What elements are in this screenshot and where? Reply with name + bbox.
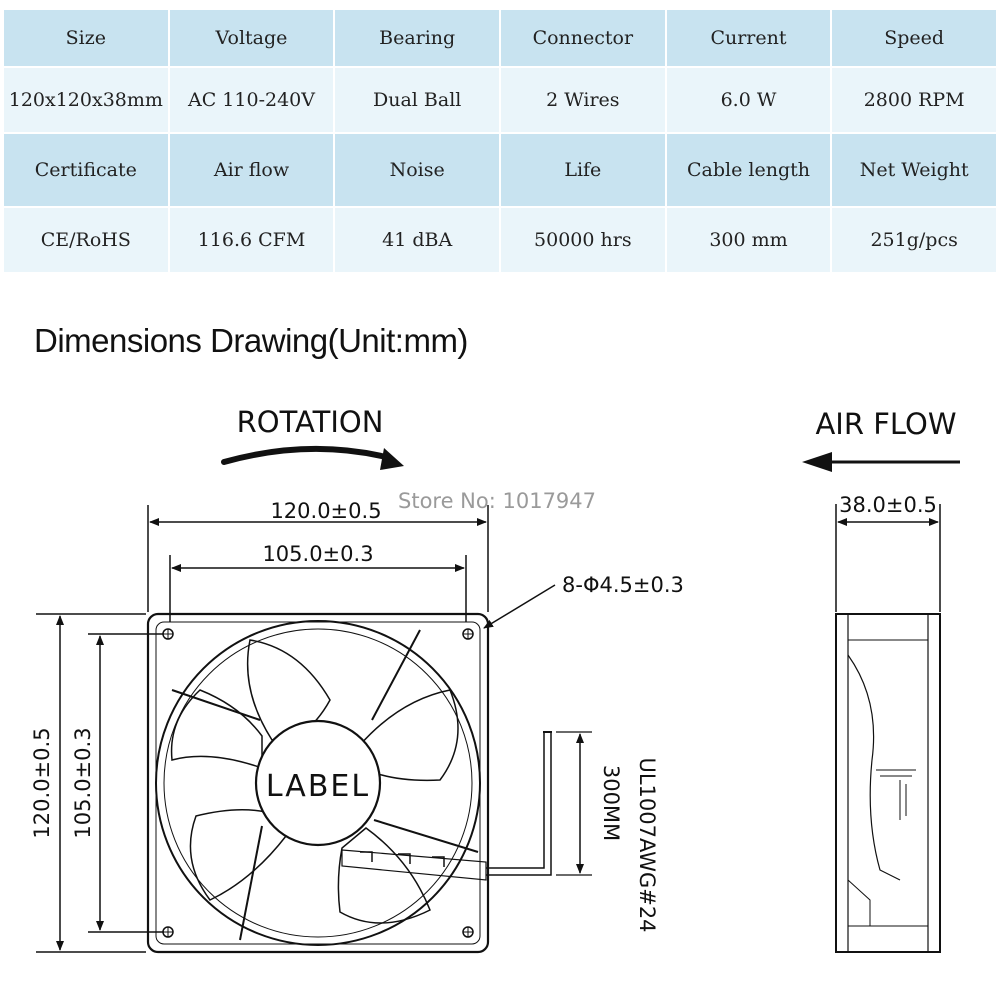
spec-header: Size	[4, 10, 168, 66]
spec-value: 300 mm	[667, 208, 831, 272]
cable-length-label: 300MM	[599, 764, 623, 842]
hole-height-dimension: 105.0±0.3	[71, 727, 95, 839]
mounting-hole-icon	[163, 629, 173, 639]
spec-value: CE/RoHS	[4, 208, 168, 272]
mounting-hole-icon	[463, 927, 473, 937]
spec-header: Noise	[335, 134, 499, 206]
holes-label: 8-Φ4.5±0.3	[562, 573, 684, 597]
airflow-arrowhead-icon	[802, 452, 832, 472]
rotation-label: ROTATION	[236, 405, 384, 439]
spec-value: Dual Ball	[335, 68, 499, 132]
fan-blade	[338, 828, 430, 923]
spec-value: 120x120x38mm	[4, 68, 168, 132]
spec-header: Voltage	[170, 10, 334, 66]
store-watermark: Store No: 1017947	[398, 489, 597, 513]
spec-value: 2 Wires	[501, 68, 665, 132]
spec-header: Connector	[501, 10, 665, 66]
hub-label: LABEL	[265, 769, 371, 804]
spec-value: 41 dBA	[335, 208, 499, 272]
spec-header: Speed	[832, 10, 996, 66]
mounting-hole-icon	[163, 927, 173, 937]
spec-value: 6.0 W	[667, 68, 831, 132]
spec-header: Net Weight	[832, 134, 996, 206]
airflow-label: AIR FLOW	[815, 407, 957, 441]
fan-blade	[172, 690, 262, 768]
outer-height-dimension: 120.0±0.5	[30, 727, 54, 839]
spec-header: Current	[667, 10, 831, 66]
mounting-hole-icon	[463, 629, 473, 639]
spec-value: 50000 hrs	[501, 208, 665, 272]
outer-width-dimension: 120.0±0.5	[270, 499, 382, 523]
depth-dimension: 38.0±0.5	[839, 493, 937, 517]
rotation-arrow-icon	[224, 449, 390, 462]
spec-value: AC 110-240V	[170, 68, 334, 132]
spec-header: Bearing	[335, 10, 499, 66]
holes-leader-line	[484, 585, 555, 628]
rotation-arrowhead-icon	[380, 448, 404, 470]
spec-header: Life	[501, 134, 665, 206]
spec-header: Air flow	[170, 134, 334, 206]
spec-header: Cable length	[667, 134, 831, 206]
fan-side-view	[836, 614, 940, 952]
cable-spec-label: UL1007AWG#24	[635, 757, 659, 933]
drawing-title: Dimensions Drawing(Unit:mm)	[34, 322, 468, 359]
hole-width-dimension: 105.0±0.3	[262, 542, 374, 566]
fan-front-view	[148, 614, 488, 952]
spec-value: 251g/pcs	[832, 208, 996, 272]
spec-value: 116.6 CFM	[170, 208, 334, 272]
cable	[486, 732, 592, 875]
spec-value: 2800 RPM	[832, 68, 996, 132]
spec-header: Certificate	[4, 134, 168, 206]
